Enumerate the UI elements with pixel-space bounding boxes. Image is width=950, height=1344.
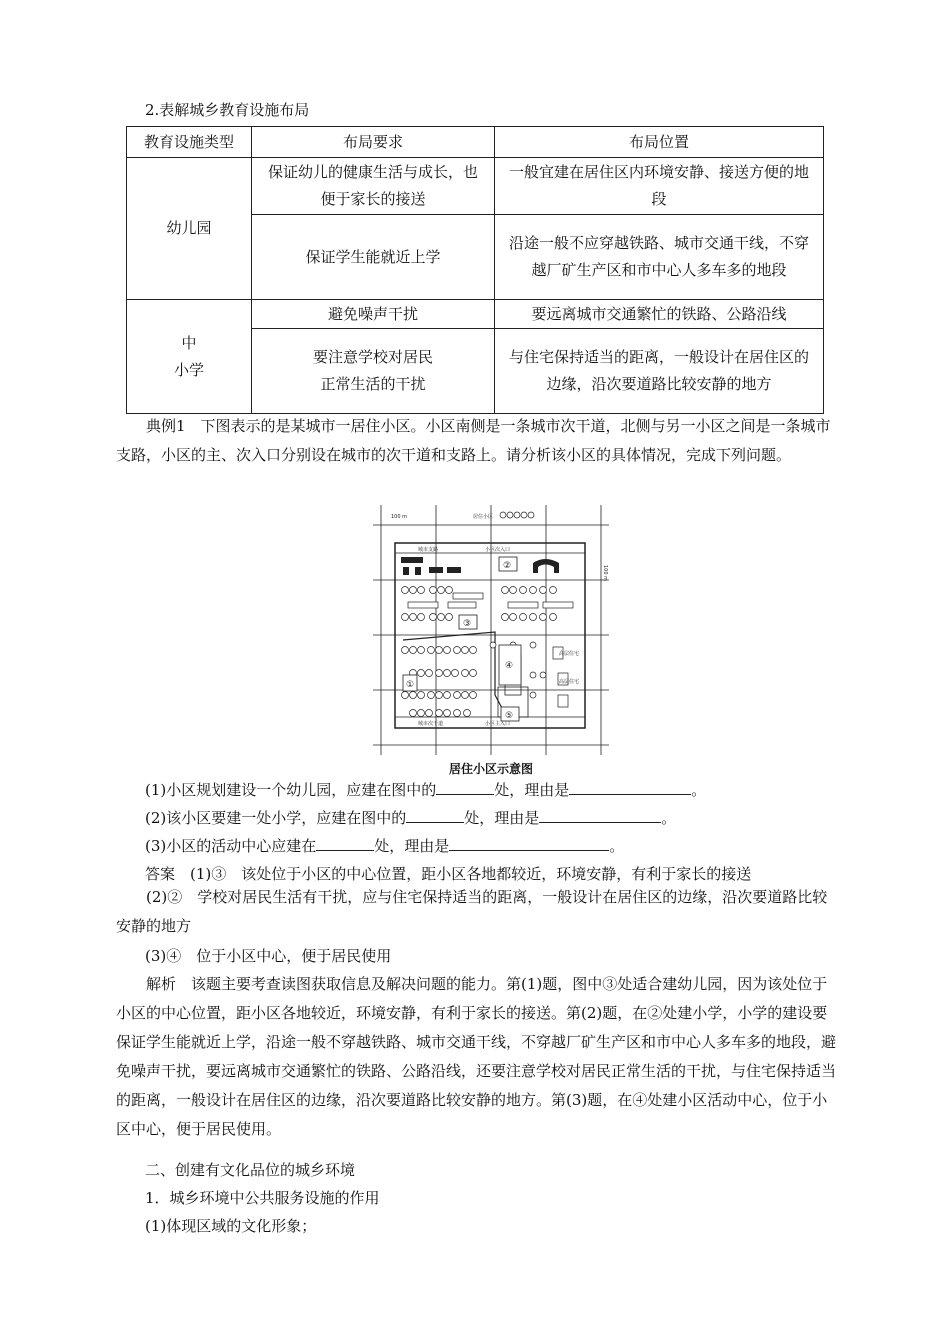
facility-type-kindergarten: 幼儿园 <box>127 158 252 300</box>
table-cell: 要远离城市交通繁忙的铁路、公路沿线 <box>495 300 824 329</box>
table-header: 布局要求 <box>252 127 495 158</box>
section-2-subtitle: 1．城乡环境中公共服务设施的作用 <box>145 1189 380 1207</box>
section-2-item: (1)体现区域的文化形象； <box>145 1217 317 1235</box>
table-header-row <box>127 127 824 158</box>
question-3-text: 处，理由是 <box>374 837 450 855</box>
scale-label-right: 100 m <box>602 565 608 582</box>
answer-blank <box>436 780 494 795</box>
label-neighbor-district: 居住小区 <box>473 514 494 520</box>
table-row <box>127 300 824 329</box>
table-cell: 沿途一般不应穿越铁路、城市交通干线，不穿越厂矿生产区和市中心人多车多的地段 <box>495 215 824 300</box>
marker-2: ② <box>503 561 512 571</box>
answer-blank <box>316 836 374 851</box>
label-secondary-entrance: 小区次入口 <box>485 547 511 553</box>
question-2-text: 。 <box>661 809 677 827</box>
facility-type-school: 中 小学 <box>127 300 252 414</box>
table-header: 布局位置 <box>495 127 824 158</box>
analysis-text: 解析 该题主要考查读图获取信息及解决问题的能力。第(1)题，图中③处适合建幼儿园，因为该处位于小区的中心位置，距小区各地较近，环境安静，有利于家长的接送。第(2)题，在②处建小学，小学的建设要保证学生能就近上学，沿途一般不穿越铁路、城市交通干线，不穿越厂矿生产区和市中心人多车多的地段，避免噪声干扰，要远离城市交通繁忙的铁路、公路沿线，还要注意学校对居民正常生活的干扰，与住宅保持适当的距离，一般设计在居住区的边缘，沿次要道路比较安静的地方。第(3)题，在④处建小区活动中心，位于小区中心，便于居民使用。 <box>116 975 837 1138</box>
table-cell: 避免噪声干扰 <box>252 300 495 329</box>
residential-district-figure <box>373 505 609 755</box>
label-main-entrance: 小区主入口 <box>485 721 511 727</box>
answer-blank <box>539 808 661 823</box>
section-2-title: 二、创建有文化品位的城乡环境 <box>145 1161 356 1179</box>
question-1-text: 。 <box>691 781 707 799</box>
marker-4: ④ <box>505 661 514 671</box>
marker-3: ③ <box>463 619 472 629</box>
table-cell: 保证学生能就近上学 <box>252 215 495 300</box>
label-secondary-road: 城市次干道 <box>418 721 444 727</box>
table-cell: 要注意学校对居民正常生活的干扰 <box>252 329 495 414</box>
answer-3: (3)④ 位于小区中心，便于居民使用 <box>145 947 392 965</box>
table-header: 教育设施类型 <box>127 127 252 158</box>
label-branch-road: 城市支路 <box>418 547 439 553</box>
answer-1: 答案 (1)③ 该处位于小区的中心位置，距小区各地都较近，环境安静，有利于家长的接送 <box>145 865 752 883</box>
label-highrise-2: 高层住宅 <box>559 679 580 685</box>
question-1-text: 处，理由是 <box>494 781 570 799</box>
example-text: 典例1 下图表示的是某城市一居住小区。小区南侧是一条城市次干道，北侧与另一小区之间是一条城市支路，小区的主、次入口分别设在城市的次干道和支路上。请分析该小区的具体情况，完成下列问题。 <box>116 417 831 464</box>
question-3-text: 。 <box>609 837 625 855</box>
section-title: 2.表解城乡教育设施布局 <box>145 101 310 119</box>
question-3 <box>145 836 624 856</box>
question-2-text: (2)该小区要建一处小学，应建在图中的 <box>145 809 407 827</box>
table-row <box>127 158 824 215</box>
question-2-text: 处，理由是 <box>464 809 540 827</box>
scale-label-top: 100 m <box>391 514 408 520</box>
answer-2: (2)② 学校对居民生活有干扰，应与住宅保持适当的距离，一般设计在居住区的边缘，沿次要道路比较安静的地方 <box>116 888 828 935</box>
label-highrise-1: 高层住宅 <box>559 651 580 657</box>
table-cell: 保证幼儿的健康生活与成长，也便于家长的接送 <box>252 158 495 215</box>
answer-blank <box>406 808 464 823</box>
question-3-text: (3)小区的活动中心应建在 <box>145 837 317 855</box>
table-cell: 一般宜建在居住区内环境安静、接送方便的地段 <box>495 158 824 215</box>
answer-blank <box>569 780 691 795</box>
marker-5: ⑤ <box>505 711 514 721</box>
question-2 <box>145 808 676 828</box>
marker-1: ① <box>406 680 415 690</box>
answer-blank <box>449 836 609 851</box>
question-1 <box>145 780 706 800</box>
education-facility-table <box>126 126 824 414</box>
question-1-text: (1)小区规划建设一个幼儿园，应建在图中的 <box>145 781 437 799</box>
figure-caption: 居住小区示意图 <box>448 762 533 776</box>
table-cell: 与住宅保持适当的距离，一般设计在居住区的边缘，沿次要道路比较安静的地方 <box>495 329 824 414</box>
